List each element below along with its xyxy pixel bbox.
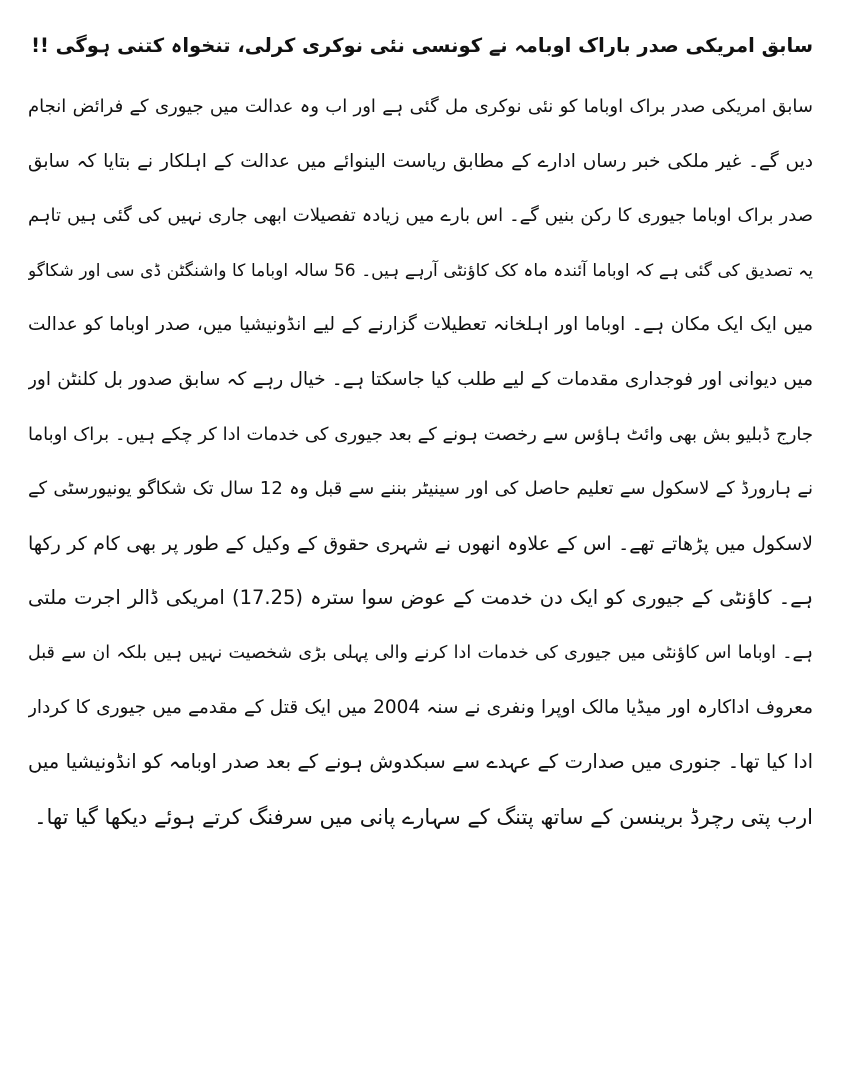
article-line-9: لاسکول میں پڑھاتے تھے۔ اس کے علاوہ انھوں نے شہری حقوق کے وکیل کے طور پر بھی کام کر رکھا: [28, 532, 813, 555]
article-headline: سابق امریکی صدر باراک اوبامہ نے کونسی نئی نوکری کرلی، تنخواہ کتنی ہوگی !!: [31, 34, 813, 57]
article-line-6: میں دیوانی اور فوجداری مقدمات کے لیے طلب کیا جاسکتا ہے۔ خیال رہے کہ سابق صدور بل کلنٹن اور: [28, 368, 813, 390]
article-line-10: ہے۔ کاؤنٹی کے جیوری کو ایک دن خدمت کے عوض سوا سترہ (17.25) امریکی ڈالر اجرت ملتی: [28, 586, 813, 610]
article-line-11: ہے۔ اوباما اس کاؤنٹی میں جیوری کی خدمات ادا کرنے والی پہلی بڑی شخصیت نہیں ہیں بلکہ ان سے قبل: [28, 642, 813, 663]
article-line-8: نے ہارورڈ کے لاسکول سے تعلیم حاصل کی اور سینیٹر بننے سے قبل وہ 12 سال تک شکاگو یونیورسٹی کے: [28, 478, 813, 500]
article-line-13: ادا کیا تھا۔ جنوری میں صدارت کے عہدے سے سبکدوش ہونے کے بعد صدر اوبامہ کو انڈونیشیا میں: [28, 750, 813, 774]
article-line-14: ارب پتی رچرڈ برینسن کے ساتھ پتنگ کے سہارے پانی میں سرفنگ کرتے ہوئے دیکھا گیا تھا۔: [34, 804, 813, 829]
article-body: [28, 80, 819, 844]
article-line-7: جارج ڈبلیو بش بھی وائٹ ہاؤس سے رخصت ہونے کے بعد جیوری کی خدمات ادا کر چکے ہیں۔ براک اوباما: [28, 423, 813, 445]
article-line-12: معروف اداکارہ اور میڈیا مالک اوپرا ونفری نے سنہ 2004 میں ایک قتل کے مقدمے میں جیوری کا کردار: [28, 696, 813, 718]
article-line-2: دیں گے۔ غیر ملکی خبر رساں ادارے کے مطابق ریاست الینوائے میں عدالت کے اہلکار نے بتایا کہ سابق: [28, 150, 813, 172]
article-line-4: یہ تصدیق کی گئی ہے کہ اوباما آئندہ ماہ کک کاؤنٹی آرہے ہیں۔ 56 سالہ اوباما کا واشنگٹن ڈی سی اور شکاگو: [28, 260, 813, 281]
article-line-5: میں ایک ایک مکان ہے۔ اوباما اور اہلخانہ تعطیلات گزارنے کے لیے انڈونیشیا میں، صدر اوباما کو عدالت: [28, 314, 813, 336]
article-line-3: صدر براک اوباما جیوری کا رکن بنیں گے۔ اس بارے میں زیادہ تفصیلات ابھی جاری نہیں کی گئی ہیں تاہم: [28, 205, 813, 227]
article-line-1: سابق امریکی صدر براک اوباما کو نئی نوکری مل گئی ہے اور اب وہ عدالت میں جیوری کے فرائض انجام: [28, 96, 813, 117]
